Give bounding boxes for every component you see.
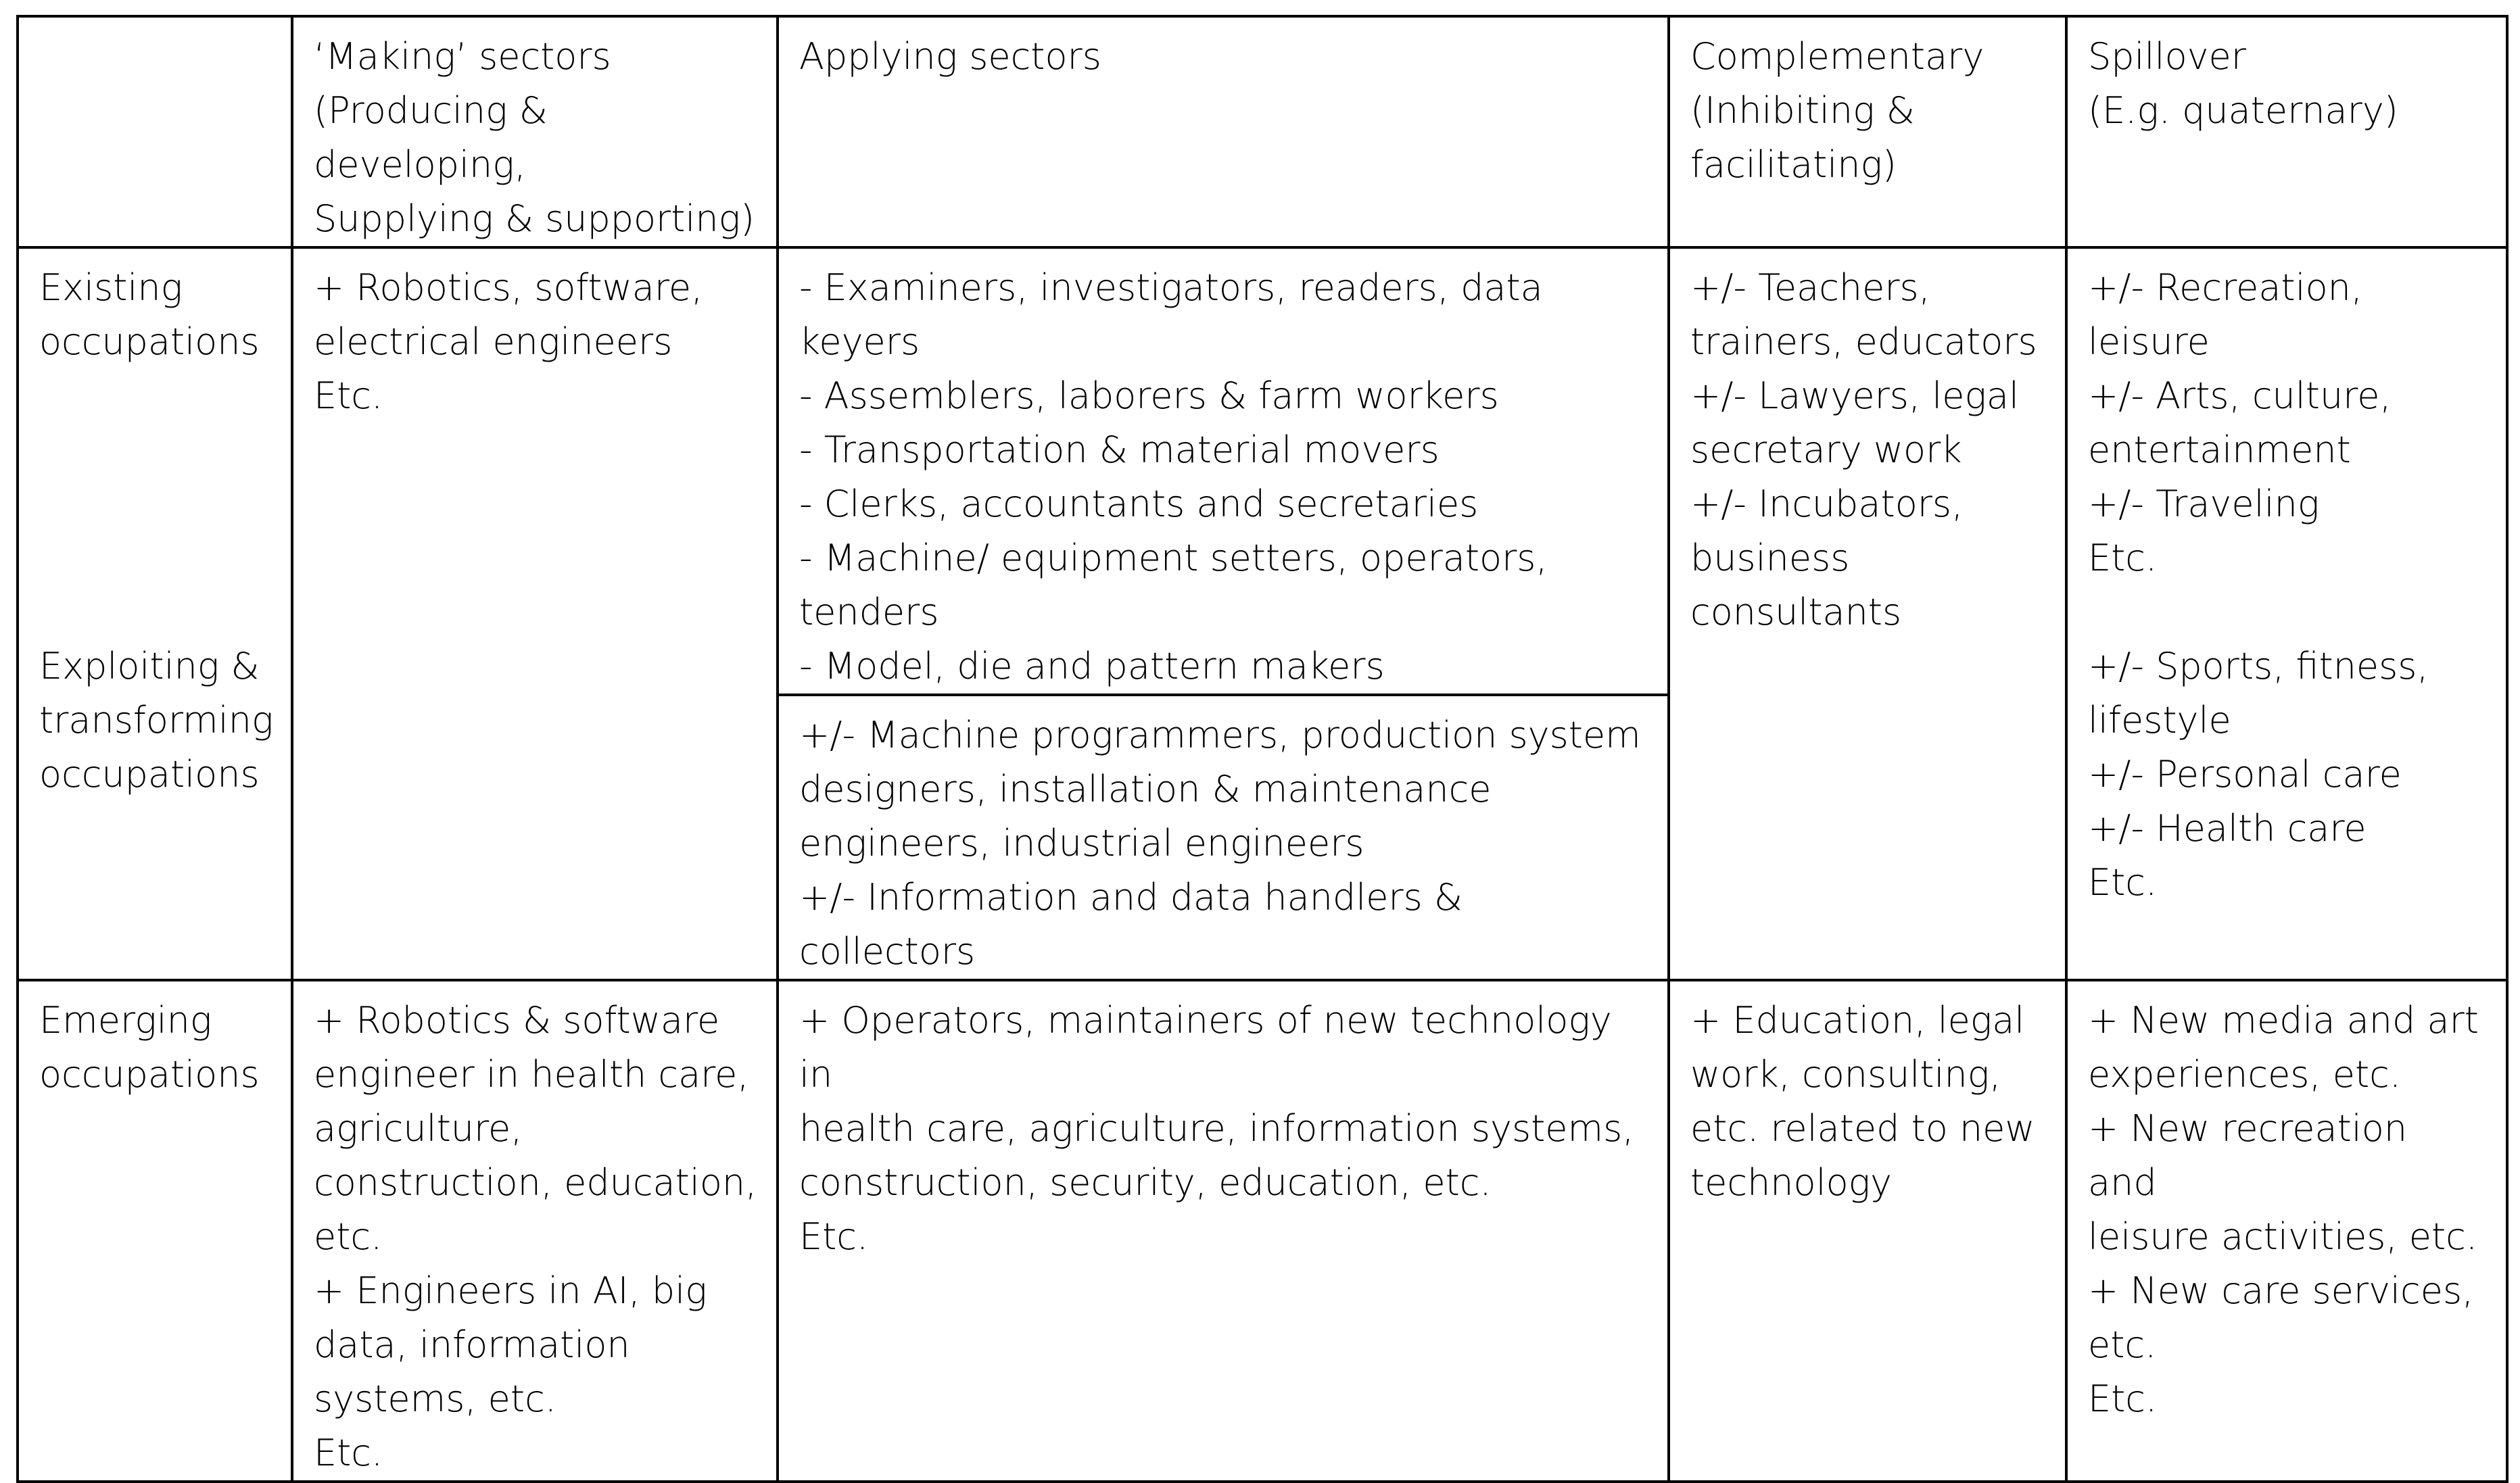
cell-line: business [1690,537,1850,579]
cell-line: +/- Sports, fitness, [2088,645,2429,687]
cell-line: Complementary [1690,35,1984,78]
header-spillover [2066,16,2507,247]
exploiting-applying-cell [778,695,1669,980]
cell-line: +/- Information and data handlers & collectors [799,876,1463,973]
cell-line: Etc. [2088,1378,2158,1420]
cell-line: - Model, die and pattern makers [799,645,1385,687]
cell-line: secretary work [1690,429,1962,471]
cell-line: (Inhibiting & [1690,89,1915,132]
cell-line: + Robotics, software, [314,266,703,309]
cell-line: ‘Making’ sectors [314,35,611,78]
existing-complementary-cell [1669,247,2066,980]
cell-line: Supplying & supporting) [314,197,755,240]
cell-line: Emerging [39,999,212,1042]
existing-spillover-cell [2066,247,2507,980]
cell-line: developing, [314,143,526,186]
cell-line: agriculture, [314,1107,523,1150]
cell-line: technology [1690,1161,1892,1204]
cell-line: Spillover [2088,35,2246,78]
cell-line: + New care services, [2088,1269,2474,1312]
cell-line: Existing [39,266,183,309]
existing-applying-cell [778,247,1669,695]
emerging-making-cell [292,980,778,1482]
cell-line: Applying sectors [799,35,1101,78]
label-exploiting-transforming-occupations [39,639,273,802]
header-applying-sectors [778,16,1669,247]
cell-line: tenders [799,591,939,633]
cell-line: etc. [314,1215,383,1258]
cell-line: experiences, etc. [2088,1053,2402,1096]
cell-line: Etc. [2088,537,2158,579]
row-label-wrap [39,261,272,979]
cell-line: occupations [39,1053,260,1096]
cell-line: designers, installation & maintenance [799,768,1492,810]
cell-line: occupations [39,753,260,796]
cell-line: etc. [2088,1323,2157,1366]
emerging-row [18,980,2507,1482]
emerging-label-cell [18,980,292,1482]
cell-line: trainers, educators [1690,320,2037,363]
cell-line: + New recreation and [2088,1107,2408,1204]
cell-line: Etc. [314,374,383,417]
spillover-bottom-list [2088,639,2487,910]
occupations-table [16,15,2509,1483]
cell-line: systems, etc. [314,1378,556,1420]
cell-line: data, information [314,1323,630,1366]
cell-line: construction, education, [314,1161,757,1204]
cell-line: +/- Lawyers, legal [1690,374,2019,417]
cell-line: engineers, industrial engineers [799,822,1364,865]
cell-line: etc. related to new [1690,1107,2035,1150]
cell-line: entertainment [2088,429,2351,471]
cell-line: transforming [39,699,274,742]
cell-line: +/- Recreation, leisure [2088,266,2363,363]
cell-line: (Producing & [314,89,548,132]
cell-line: +/- Teachers, [1690,266,1930,309]
cell-line: - Machine/ equipment setters, operators, [799,537,1548,579]
row-label-existing-exploiting [18,247,292,980]
cell-line: +/- Traveling [2088,483,2320,525]
emerging-complementary-cell [1669,980,2066,1482]
cell-line: + Engineers in AI, big [314,1269,707,1312]
cell-line: electrical engineers [314,320,673,363]
cell-line: work, consulting, [1690,1053,2001,1096]
cell-line: construction, security, education, etc. [799,1161,1492,1204]
cell-line: consultants [1690,591,1902,633]
cell-line: Etc. [799,1215,869,1258]
cell-line: + Robotics & software [314,999,720,1042]
cell-line: - Transportation & material movers [799,429,1440,471]
existing-row-top [18,247,2507,695]
cell-line: - Clerks, accountants and secretaries [799,483,1479,525]
cell-line: + New media and art [2088,999,2479,1042]
cell-line: lifestyle [2088,699,2231,742]
cell-line: +/- Health care [2088,807,2367,850]
label-existing-occupations [39,261,272,369]
cell-line: engineer in health care, [314,1053,749,1096]
cell-line: Etc. [314,1432,383,1474]
corner-cell [18,16,292,247]
cell-line: +/- Arts, culture, [2088,374,2392,417]
cell-line: Etc. [2088,861,2158,904]
cell-line: - Examiners, investigators, readers, data keyers [799,266,1543,363]
cell-line: facilitating) [1690,143,1897,186]
cell-line: occupations [39,320,260,363]
header-complementary [1669,16,2066,247]
header-making-sectors [292,16,778,247]
cell-line: Exploiting & [39,645,260,687]
cell-line: health care, agriculture, information systems, [799,1107,1634,1150]
existing-making-cell [292,247,778,980]
spillover-top-list [2088,261,2487,585]
spillover-gap [2088,585,2487,639]
cell-line: +/- Personal care [2088,753,2402,796]
cell-line: (E.g. quaternary) [2088,89,2398,132]
cell-line: leisure activities, etc. [2088,1215,2478,1258]
cell-line: + Education, legal [1690,999,2025,1042]
cell-line: +/- Incubators, [1690,483,1964,525]
emerging-spillover-cell [2066,980,2507,1482]
header-row [18,16,2507,247]
emerging-applying-cell [778,980,1669,1482]
cell-line: - Assemblers, laborers & farm workers [799,374,1499,417]
cell-line: + Operators, maintainers of new technology in [799,999,1612,1096]
cell-line: +/- Machine programmers, production system [799,714,1641,756]
